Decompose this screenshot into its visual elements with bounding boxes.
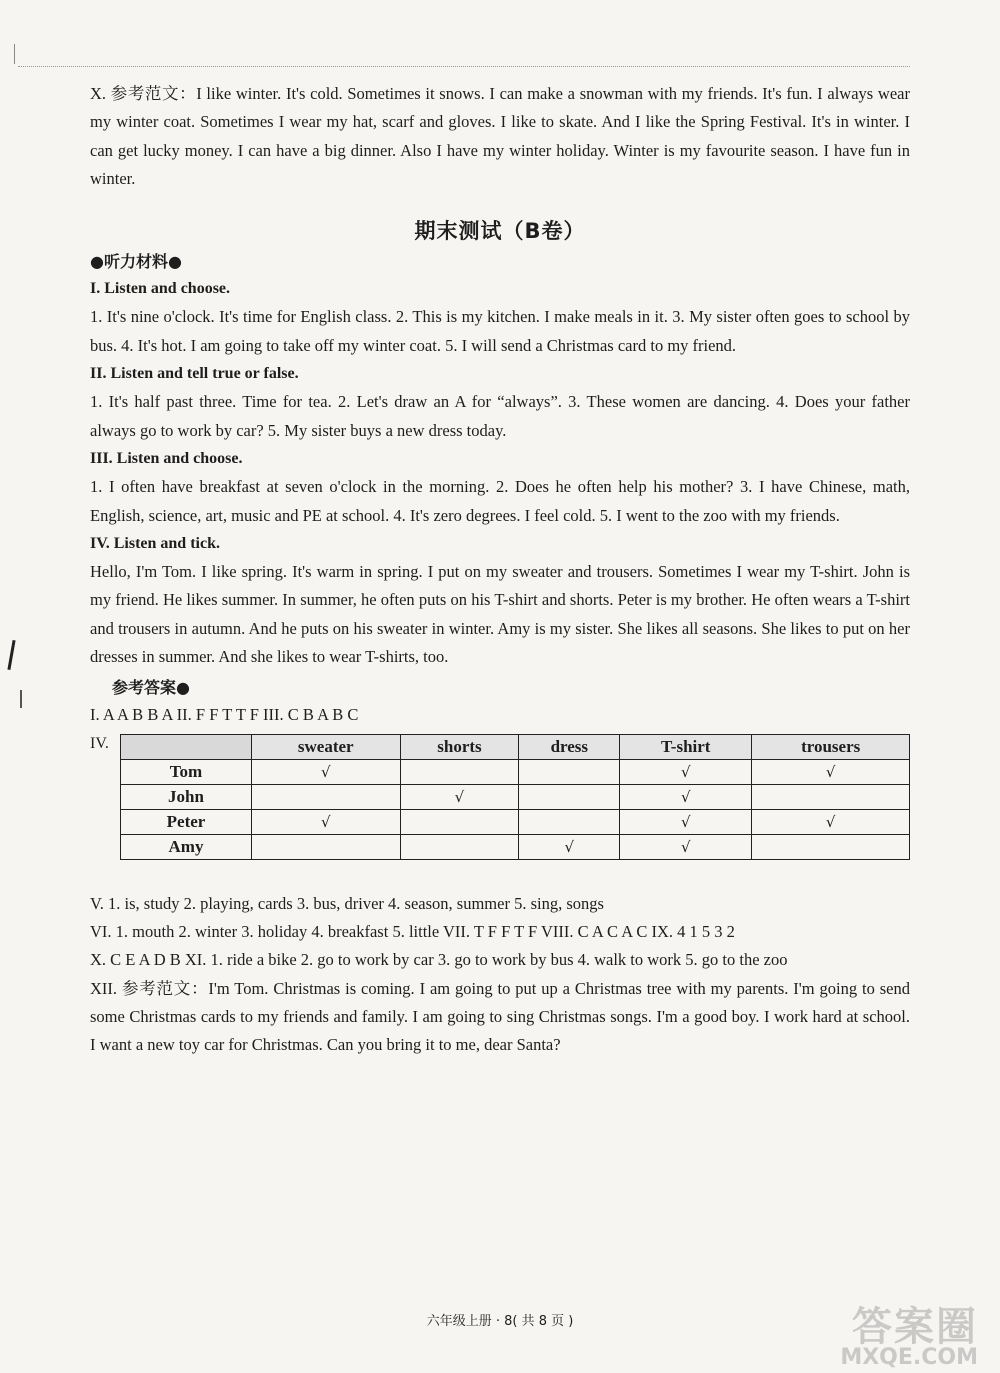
tick-cell <box>752 834 910 859</box>
table-header-row <box>121 734 910 759</box>
listening-section-4 <box>90 530 910 671</box>
section-title: 期末测试（B卷） <box>414 219 586 244</box>
tick-cell <box>519 809 620 834</box>
listening-text: 1. It's half past three. Time for tea. 2. Let's draw an A for “always”. 3. These women are dancing. 4. Does your father always go to work by car? 5. My sister buys a new dress today. <box>90 392 910 440</box>
tick-cell <box>252 784 401 809</box>
tick-cell: √ <box>620 834 752 859</box>
watermark-logo: 答案圈 <box>852 1304 978 1350</box>
answers-line: I. A A B B A II. F F T T F III. C B A B C <box>90 705 359 725</box>
tick-cell: √ <box>400 784 519 809</box>
table-header: dress <box>519 734 620 759</box>
table-header: shorts <box>400 734 519 759</box>
tick-cell: √ <box>620 809 752 834</box>
answers-after-table <box>90 890 910 1060</box>
side-scan-mark <box>7 640 15 670</box>
table-header: sweater <box>252 734 401 759</box>
table-header: T-shirt <box>620 734 752 759</box>
tick-table <box>120 734 910 860</box>
table-row <box>121 759 910 784</box>
top-dotted-rule <box>18 66 910 67</box>
listening-heading: I. Listen and choose. <box>90 280 231 298</box>
table-header-blank <box>121 734 252 759</box>
answers-line: V. 1. is, study 2. playing, cards 3. bus, driver 4. season, summer 5. sing, songs <box>90 893 604 913</box>
page-content <box>90 80 910 1059</box>
tick-cell: √ <box>252 759 401 784</box>
tick-cell <box>752 784 910 809</box>
tick-cell: √ <box>252 809 401 834</box>
listening-section-2 <box>90 360 910 445</box>
tick-cell <box>519 784 620 809</box>
table-row <box>121 809 910 834</box>
row-name: Tom <box>121 759 252 784</box>
listening-heading: III. Listen and choose. <box>90 449 243 467</box>
listening-section-3 <box>90 445 910 530</box>
tick-cell <box>400 759 519 784</box>
listening-heading: II. Listen and tell true or false. <box>90 365 299 383</box>
iv-label: IV. <box>90 734 109 752</box>
listening-heading: IV. Listen and tick. <box>90 534 220 552</box>
essay-xii: XII. 参考范文：I'm Tom. Christmas is coming. I am going to put up a Christmas tree with my parents. I'm going to send some Christmas cards to my friends and family. I am going to sing Christmas songs. I'm a good boy. I work hard at school. I want a new toy car for Christmas. Can you bring it to me, dear Santa? <box>90 978 910 1055</box>
tick-cell <box>519 759 620 784</box>
side-scan-mark <box>20 690 22 708</box>
tick-cell: √ <box>620 759 752 784</box>
row-name: Peter <box>121 809 252 834</box>
answers-label: 参考答案● <box>112 678 190 698</box>
tick-cell: √ <box>752 809 910 834</box>
tick-cell: √ <box>752 759 910 784</box>
table-row <box>121 784 910 809</box>
tick-cell <box>400 834 519 859</box>
essay-x: X. 参考范文：I like winter. It's cold. Sometimes it snows. I can make a snowman with my friends. It's fun. I always wear my winter coat. Sometimes I wear my hat, scarf and gloves. I like to skate. And I like the Spring Festival. It's in winter. I can get lucky money. I can have a big dinner. Also I have my winter holiday. Winter is my favourite season. I have fun in winter. <box>90 84 910 188</box>
answer-iv <box>90 734 910 860</box>
row-name: John <box>121 784 252 809</box>
tick-cell: √ <box>620 784 752 809</box>
answers-line: X. C E A D B XI. 1. ride a bike 2. go to work by car 3. go to work by bus 4. walk to work 5. go to the zoo <box>90 950 788 970</box>
table-row <box>121 834 910 859</box>
margin-mark <box>14 44 15 64</box>
tick-cell: √ <box>519 834 620 859</box>
listening-label: ●听力材料● <box>90 252 182 272</box>
table-header: trousers <box>752 734 910 759</box>
row-name: Amy <box>121 834 252 859</box>
page-footer: 六年级上册 · 8( 共 8 页 ) <box>426 1314 574 1329</box>
listening-text: 1. It's nine o'clock. It's time for English class. 2. This is my kitchen. I make meals in it. 3. My sister often goes to school by bus. 4. It's hot. I am going to take off my winter coat. 5. I will send a Christmas card to my friend. <box>90 307 910 355</box>
listening-text: 1. I often have breakfast at seven o'clock in the morning. 2. Does he often help his mother? 3. I have Chinese, math, English, science, art, music and PE at school. 4. It's zero degrees. I feel cold. 5. I went to the zoo with my friends. <box>90 477 910 525</box>
tick-cell <box>252 834 401 859</box>
watermark-url: MXQE.COM <box>840 1345 978 1370</box>
listening-section-1 <box>90 275 910 360</box>
answers-line: VI. 1. mouth 2. winter 3. holiday 4. breakfast 5. little VII. T F F T F VIII. C A C A C IX. 4 1 5 3 2 <box>90 921 735 941</box>
tick-cell <box>400 809 519 834</box>
listening-text: Hello, I'm Tom. I like spring. It's warm in spring. I put on my sweater and trousers. Sometimes I wear my T-shirt. John is my friend. He likes summer. In summer, he often puts on his T-shirt and shorts. Peter is my brother. He often wears a T-shirt and trousers in autumn. And he puts on his sweater in winter. Amy is my sister. She likes all seasons. She likes to put on her dresses in summer. And she likes to wear T-shirts, too. <box>90 562 910 667</box>
